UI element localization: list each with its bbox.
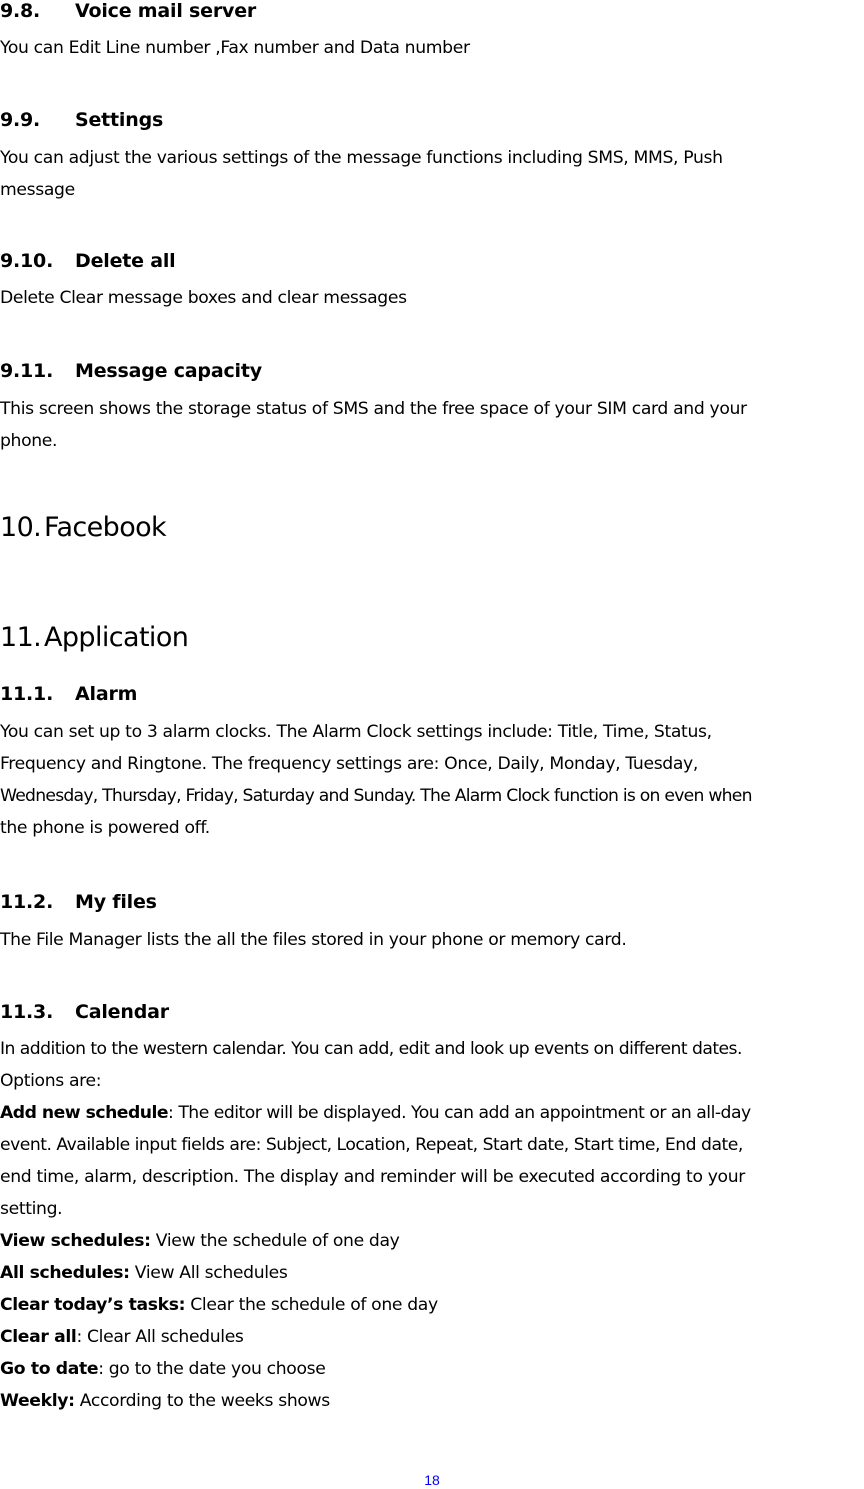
chapter-number: 11. xyxy=(0,622,42,653)
section-heading-9-9 xyxy=(0,109,163,131)
option-label: Clear all xyxy=(0,1327,77,1347)
section-number: 11.3. xyxy=(0,1001,54,1023)
option-text: View the schedule of one day xyxy=(155,1231,400,1251)
section-title: Calendar xyxy=(75,1001,169,1023)
paragraph-line: Delete Clear message boxes and clear messages xyxy=(0,288,407,308)
option-label: Weekly: xyxy=(0,1391,75,1411)
paragraph-line: The File Manager lists the all the files stored in your phone or memory card. xyxy=(0,930,627,950)
chapter-title: Facebook xyxy=(44,512,167,543)
option-clear-all xyxy=(0,1321,864,1353)
section-heading-9-8 xyxy=(0,0,256,22)
paragraph-line: event. Available input fields are: Subject, Location, Repeat, Start date, Start time, End date, xyxy=(0,1135,743,1155)
section-title: Delete all xyxy=(75,250,176,272)
option-text: The editor will be displayed. You can add an appointment or an all-day xyxy=(178,1103,751,1123)
option-text: go to the date you choose xyxy=(108,1359,326,1379)
section-heading-11-3 xyxy=(0,1001,169,1023)
section-body-9-9 xyxy=(0,142,864,206)
paragraph-line: You can set up to 3 alarm clocks. The Alarm Clock settings include: Title, Time, Status, xyxy=(0,722,712,742)
paragraph-line: the phone is powered off. xyxy=(0,818,210,838)
section-title: Settings xyxy=(75,109,164,131)
section-title: My files xyxy=(75,891,157,913)
section-number: 9.9. xyxy=(0,109,41,131)
option-weekly xyxy=(0,1385,864,1417)
section-number: 9.8. xyxy=(0,0,41,22)
section-title: Voice mail server xyxy=(75,0,257,22)
section-body-9-8 xyxy=(0,32,864,64)
section-body-9-11 xyxy=(0,393,864,457)
paragraph-line: phone. xyxy=(0,431,58,451)
option-separator: : xyxy=(76,1327,88,1347)
paragraph-line: Frequency and Ringtone. The frequency settings are: Once, Daily, Monday, Tuesday, xyxy=(0,754,698,774)
section-number: 9.11. xyxy=(0,360,54,382)
option-text: Clear All schedules xyxy=(87,1327,244,1347)
paragraph-line: Wednesday, Thursday, Friday, Saturday and Sunday. The Alarm Clock function is on even when xyxy=(0,786,752,806)
chapter-title: Application xyxy=(44,622,189,653)
option-add-new-schedule xyxy=(0,1097,864,1129)
paragraph-line: setting. xyxy=(0,1199,63,1219)
section-body-11-3 xyxy=(0,1033,864,1417)
option-label: Clear today’s tasks: xyxy=(0,1295,186,1315)
section-number: 9.10. xyxy=(0,250,54,272)
paragraph-line: In addition to the western calendar. You can add, edit and look up events on different dates. xyxy=(0,1039,742,1059)
paragraph-line: end time, alarm, description. The display and reminder will be executed according to your xyxy=(0,1167,745,1187)
paragraph-line: Options are: xyxy=(0,1071,102,1091)
option-view-schedules xyxy=(0,1225,864,1257)
option-label: All schedules: xyxy=(0,1263,130,1283)
section-heading-11-2 xyxy=(0,891,157,913)
page-number: 18 xyxy=(424,1472,440,1488)
section-title: Message capacity xyxy=(75,360,262,382)
section-heading-9-10 xyxy=(0,250,176,272)
paragraph-line: You can adjust the various settings of the message functions including SMS, MMS, Push xyxy=(0,148,723,168)
chapter-heading-11 xyxy=(0,622,188,654)
option-label: View schedules: xyxy=(0,1231,151,1251)
option-go-to-date xyxy=(0,1353,864,1385)
chapter-heading-10 xyxy=(0,512,166,544)
section-body-11-1 xyxy=(0,716,864,844)
option-clear-todays-tasks xyxy=(0,1289,864,1321)
option-all-schedules xyxy=(0,1257,864,1289)
section-number: 11.2. xyxy=(0,891,54,913)
option-text: View All schedules xyxy=(134,1263,288,1283)
section-body-11-2 xyxy=(0,924,864,956)
paragraph-line: You can Edit Line number ,Fax number and Data number xyxy=(0,38,470,58)
paragraph-line: This screen shows the storage status of SMS and the free space of your SIM card and your xyxy=(0,399,747,419)
section-number: 11.1. xyxy=(0,683,54,705)
option-text: Clear the schedule of one day xyxy=(190,1295,438,1315)
option-label: Add new schedule xyxy=(0,1103,169,1123)
option-separator: : xyxy=(168,1103,179,1123)
chapter-number: 10. xyxy=(0,512,42,543)
section-title: Alarm xyxy=(75,683,138,705)
option-label: Go to date xyxy=(0,1359,99,1379)
section-heading-11-1 xyxy=(0,683,137,705)
paragraph-line: message xyxy=(0,180,75,200)
section-heading-9-11 xyxy=(0,360,262,382)
option-separator: : xyxy=(98,1359,109,1379)
section-body-9-10 xyxy=(0,282,864,314)
option-text: According to the weeks shows xyxy=(79,1391,330,1411)
